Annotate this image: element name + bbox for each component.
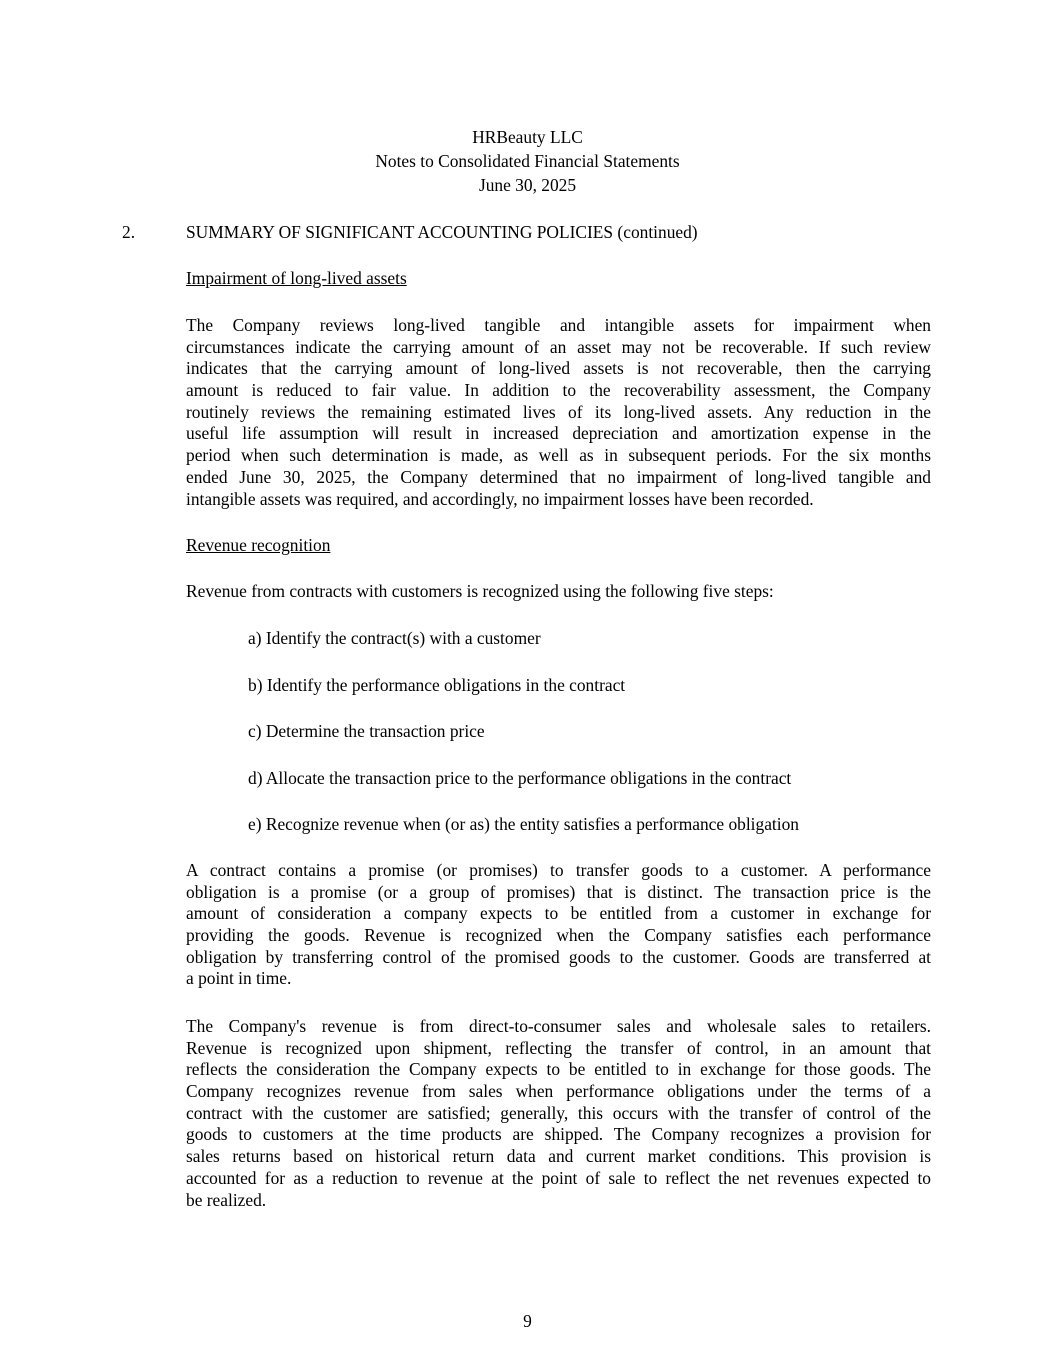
company-name: HRBeauty LLC [472, 127, 583, 147]
text-line: A contract contains a promise (or promises) to transfer goods to a customer. A performance [186, 860, 931, 880]
document-date: June 30, 2025 [478, 175, 577, 195]
text-line: providing the goods. Revenue is recognized when the Company satisfies each performance [186, 925, 931, 946]
revenue-heading: Revenue recognition [186, 535, 331, 555]
section-number: 2. [122, 222, 136, 242]
text-line: The Company's revenue is from direct-to-consumer sales and wholesale sales to retailers. [186, 1016, 931, 1036]
text-line: sales returns based on historical return data and current market conditions. This provision is [186, 1146, 931, 1167]
text-line: reflects the consideration the Company expects to be entitled to in exchange for those goods. The [186, 1059, 931, 1080]
step-c: c) Determine the transaction price [248, 721, 485, 741]
text-line: Company recognizes revenue from sales when performance obligations under the terms of a [186, 1081, 931, 1102]
page-number: 9 [523, 1311, 532, 1331]
text-line: be realized. [186, 1189, 267, 1210]
step-d: d) Allocate the transaction price to the performance obligations in the contract [248, 768, 792, 788]
text-line: ended June 30, 2025, the Company determined that no impairment of long-lived tangible and [186, 466, 931, 487]
text-line: routinely reviews the remaining estimated lives of its long-lived assets. Any reduction in the [186, 401, 931, 422]
impairment-paragraph [186, 315, 931, 510]
text-line: circumstances indicate the carrying amount of an asset may not be recoverable. If such review [186, 336, 931, 357]
text-line: intangible assets was required, and accordingly, no impairment losses have been recorded. [186, 488, 814, 509]
impairment-heading: Impairment of long-lived assets [186, 268, 407, 288]
text-line: Revenue is recognized upon shipment, reflecting the transfer of control, in an amount that [186, 1037, 931, 1058]
step-a: a) Identify the contract(s) with a customer [248, 628, 541, 648]
revenue-intro: Revenue from contracts with customers is recognized using the following five steps: [186, 581, 774, 601]
step-e: e) Recognize revenue when (or as) the entity satisfies a performance obligation [248, 814, 799, 834]
step-b: b) Identify the performance obligations in the contract [248, 675, 626, 695]
text-line: amount of consideration a company expects to be entitled from a customer in exchange for [186, 903, 931, 924]
document-title: Notes to Consolidated Financial Statements [375, 151, 680, 171]
text-line: useful life assumption will result in increased depreciation and amortization expense in the [186, 423, 931, 444]
text-line: The Company reviews long-lived tangible and intangible assets for impairment when [186, 315, 931, 335]
text-line: amount is reduced to fair value. In addition to the recoverability assessment, the Company [186, 380, 931, 401]
revenue-source-paragraph [186, 1016, 931, 1211]
text-line: obligation is a promise (or a group of promises) that is distinct. The transaction price is the [186, 881, 931, 902]
text-line: indicates that the carrying amount of long-lived assets is not recoverable, then the carrying [186, 358, 931, 379]
section-title: SUMMARY OF SIGNIFICANT ACCOUNTING POLICIES (continued) [186, 222, 698, 242]
text-line: a point in time. [186, 968, 292, 989]
contract-paragraph [186, 860, 931, 990]
text-line: goods to customers at the time products are shipped. The Company recognizes a provision for [186, 1124, 931, 1145]
text-line: obligation by transferring control of the promised goods to the customer. Goods are transferred at [186, 946, 931, 967]
text-line: accounted for as a reduction to revenue at the point of sale to reflect the net revenues expected to [186, 1167, 931, 1188]
text-line: contract with the customer are satisfied; generally, this occurs with the transfer of control of the [186, 1102, 931, 1123]
text-line: period when such determination is made, as well as in subsequent periods. For the six months [186, 445, 931, 466]
